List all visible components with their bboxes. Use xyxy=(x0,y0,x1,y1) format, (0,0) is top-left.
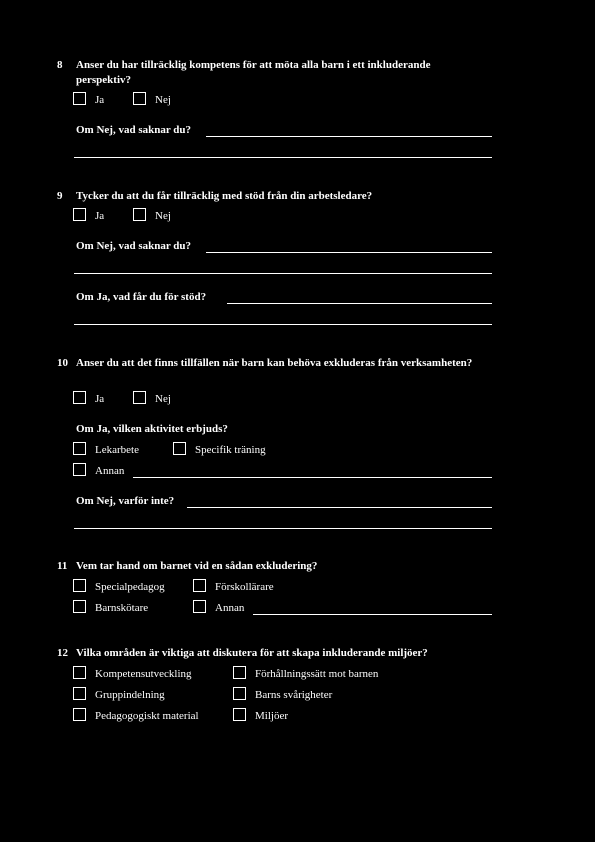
q10-lekarbete-label: Lekarbete xyxy=(95,444,139,456)
q10-followup-no-label: Om Nej, varför inte? xyxy=(76,495,175,507)
q11-barnskotare-checkbox[interactable] xyxy=(73,600,86,613)
q9-text: Tycker du att du får tillräcklig med stöd från din arbetsledare? xyxy=(76,190,373,202)
q11-specialpedagog-checkbox[interactable] xyxy=(73,579,86,592)
q12-number: 12 xyxy=(57,647,68,659)
q12-kompetensutveckling-checkbox[interactable] xyxy=(73,666,86,679)
q10-followup-no-field[interactable] xyxy=(187,507,492,508)
q10-text: Anser du att det finns tillfällen när barn kan behöva exkluderas från verksamheten? xyxy=(76,357,473,369)
q11-forskollarare-checkbox[interactable] xyxy=(193,579,206,592)
q9-number: 9 xyxy=(57,190,63,202)
q9-followup-no-field-2[interactable] xyxy=(74,273,492,274)
q9-followup-no-label: Om Nej, vad saknar du? xyxy=(76,240,192,252)
q11-forskollarare-label: Förskollärare xyxy=(215,581,274,593)
q10-annan-field[interactable] xyxy=(133,477,492,478)
q10-specifik-traning-label: Specifik träning xyxy=(195,444,266,456)
q10-nej-checkbox[interactable] xyxy=(133,391,146,404)
q9-followup-yes-field[interactable] xyxy=(227,303,492,304)
q10-number: 10 xyxy=(57,357,68,369)
q8-ja-label: Ja xyxy=(95,94,105,106)
q10-ja-checkbox[interactable] xyxy=(73,391,86,404)
q12-miljoer-label: Miljöer xyxy=(255,710,288,722)
q9-followup-yes-field-2[interactable] xyxy=(74,324,492,325)
q12-forhallningssatt-label: Förhållningssätt mot barnen xyxy=(255,668,379,680)
q9-followup-yes-label: Om Ja, vad får du för stöd? xyxy=(76,291,207,303)
q12-pedagogiskt-material-label: Pedagogogiskt material xyxy=(95,710,199,722)
q8-text: Anser du har tillräcklig kompetens för att möta alla barn i ett inkluderande perspektiv? xyxy=(76,59,431,86)
q11-text: Vem tar hand om barnet vid en sådan exkludering? xyxy=(76,560,318,572)
q11-annan-field[interactable] xyxy=(253,614,492,615)
q8-followup-no-field[interactable] xyxy=(206,136,492,137)
q12-gruppindelning-checkbox[interactable] xyxy=(73,687,86,700)
q12-miljoer-checkbox[interactable] xyxy=(233,708,246,721)
q8-nej-label: Nej xyxy=(155,94,171,106)
q9-nej-checkbox[interactable] xyxy=(133,208,146,221)
q10-annan-label: Annan xyxy=(95,465,125,477)
q11-annan-label: Annan xyxy=(215,602,245,614)
q10-nej-label: Nej xyxy=(155,393,171,405)
q8-number: 8 xyxy=(57,59,63,71)
q10-specifik-traning-checkbox[interactable] xyxy=(173,442,186,455)
q12-kompetensutveckling-label: Kompetensutveckling xyxy=(95,668,192,680)
q10-followup-yes-label: Om Ja, vilken aktivitet erbjuds? xyxy=(76,423,228,435)
q8-followup-no-field-2[interactable] xyxy=(74,157,492,158)
q12-barns-svarigheter-checkbox[interactable] xyxy=(233,687,246,700)
q12-gruppindelning-label: Gruppindelning xyxy=(95,689,165,701)
q11-specialpedagog-label: Specialpedagog xyxy=(95,581,165,593)
q12-pedagogiskt-material-checkbox[interactable] xyxy=(73,708,86,721)
q8-ja-checkbox[interactable] xyxy=(73,92,86,105)
q8-nej-checkbox[interactable] xyxy=(133,92,146,105)
q11-barnskotare-label: Barnskötare xyxy=(95,602,149,614)
q8-followup-no-label: Om Nej, vad saknar du? xyxy=(76,124,192,136)
q10-lekarbete-checkbox[interactable] xyxy=(73,442,86,455)
q9-ja-label: Ja xyxy=(95,210,105,222)
q10-followup-no-field-2[interactable] xyxy=(74,528,492,529)
q9-followup-no-field[interactable] xyxy=(206,252,492,253)
q12-barns-svarigheter-label: Barns svårigheter xyxy=(255,689,333,701)
q9-ja-checkbox[interactable] xyxy=(73,208,86,221)
q11-number: 11 xyxy=(57,560,68,572)
q10-annan-checkbox[interactable] xyxy=(73,463,86,476)
q11-annan-checkbox[interactable] xyxy=(193,600,206,613)
q12-forhallningssatt-checkbox[interactable] xyxy=(233,666,246,679)
q10-ja-label: Ja xyxy=(95,393,105,405)
q9-nej-label: Nej xyxy=(155,210,171,222)
q12-text: Vilka områden är viktiga att diskutera för att skapa inkluderande miljöer? xyxy=(76,647,428,659)
